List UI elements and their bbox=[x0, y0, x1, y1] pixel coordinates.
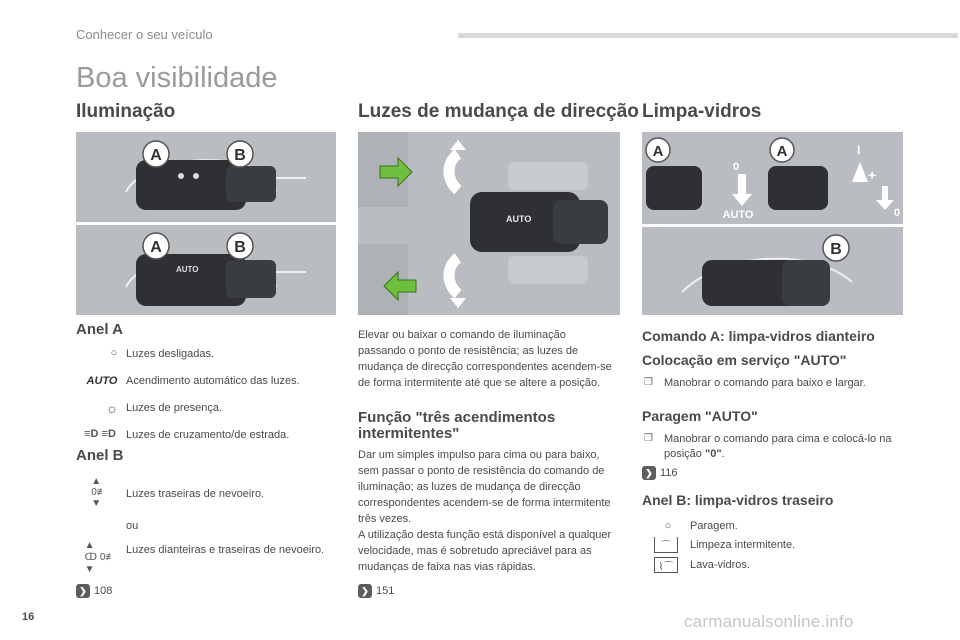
rear-wash-icon: ⌇⌒ bbox=[654, 557, 678, 573]
section-header: Conhecer o seu veículo bbox=[76, 27, 213, 42]
auto-off-text-body: Manobrar o comando para cima e colocá-lo na posição bbox=[664, 433, 892, 460]
bullet-marker: ❐ bbox=[644, 377, 653, 388]
auto-off-heading: Paragem "AUTO" bbox=[642, 408, 758, 424]
watermark: carmanualsonline.info bbox=[684, 612, 854, 631]
wiper-label-zero-2: 0 bbox=[894, 207, 901, 219]
indicators-ref-page: 151 bbox=[376, 585, 395, 597]
auto-on-text: Manobrar o comando para baixo e largar. bbox=[664, 377, 866, 389]
bullet-marker: ❐ bbox=[644, 433, 653, 444]
sidelights-icon: ☼ bbox=[105, 400, 119, 416]
indicators-heading: Luzes de mudança de direcção bbox=[358, 101, 639, 122]
indicator-stalk-illustration bbox=[358, 132, 620, 315]
wiper-label-b: B bbox=[830, 241, 842, 258]
wiper-label-one: I bbox=[857, 143, 861, 157]
indicator-panel-auto: AUTO bbox=[506, 214, 532, 224]
wipers-page-ref[interactable] bbox=[642, 466, 678, 480]
ring-b-item-front-rear-fog: Luzes dianteiras e traseiras de nevoeiro. bbox=[126, 544, 325, 556]
auto-off-text bbox=[664, 432, 904, 462]
ring-a-heading: Anel A bbox=[76, 321, 123, 338]
rear-wiper-icon: ⌒ bbox=[654, 537, 678, 553]
panel-label-b: B bbox=[234, 147, 246, 164]
ring-a-item-auto: Acendimento automático das luzes. bbox=[126, 375, 300, 387]
indicators-intro: Elevar ou baixar o comando de iluminação passando o ponto de resistência; as luzes de mudança de direcção correspondentes acendem-se de forma intermitente até que se altere a posição. bbox=[358, 329, 612, 389]
lights-off-icon: ○ bbox=[110, 347, 118, 359]
lighting-ref-page: 108 bbox=[94, 585, 113, 597]
three-flash-text: Dar um simples impulso para cima ou para baixo, sem passar o ponto de resistência do comando de iluminação; as luzes de mudança de direcção correspondentes acendem-se de forma intermitente três vezes. bbox=[358, 449, 611, 525]
panel-label-a: A bbox=[150, 147, 162, 164]
ring-b-wiper-wash: Lava-vidros. bbox=[690, 559, 750, 571]
control-a-heading: Comando A: limpa-vidros dianteiro bbox=[642, 328, 875, 344]
ring-b-wiper-heading: Anel B: limpa-vidros traseiro bbox=[642, 492, 834, 508]
wipers-heading: Limpa-vidros bbox=[642, 101, 762, 122]
auto-off-period: . bbox=[721, 448, 725, 460]
wipers-ref-page: 116 bbox=[660, 467, 678, 479]
ring-b-wiper-stop: Paragem. bbox=[690, 520, 738, 532]
ring-a-item-off: Luzes desligadas. bbox=[126, 348, 215, 360]
rear-fog-icon: ▲ 0≢ ▼ bbox=[91, 475, 107, 509]
ring-b-or: ou bbox=[126, 520, 139, 532]
three-flash-heading: Função "três acendimentos intermitentes" bbox=[358, 409, 556, 442]
page-ref-icon: ❯ bbox=[358, 584, 372, 598]
wiper-stalk-illustration bbox=[642, 132, 903, 315]
front-rear-fog-icon: ▲ ↀ 0≢ ▼ bbox=[84, 540, 116, 575]
page-number: 16 bbox=[22, 611, 35, 623]
wiper-label-a: A bbox=[652, 143, 664, 160]
wiper-label-auto: AUTO bbox=[722, 209, 754, 221]
wiper-label-plus: + bbox=[868, 167, 877, 183]
page-ref-icon: ❯ bbox=[76, 584, 90, 598]
ring-b-item-rear-fog: Luzes traseiras de nevoeiro. bbox=[126, 488, 265, 500]
lighting-stalk-illustration bbox=[76, 132, 336, 315]
ring-b-wiper-intermittent: Limpeza intermitente. bbox=[690, 539, 796, 551]
wiper-label-zero: 0 bbox=[732, 161, 740, 173]
auto-lights-icon: AUTO bbox=[86, 375, 118, 387]
page-title: Boa visibilidade bbox=[76, 62, 278, 94]
panel-label-b-2: B bbox=[234, 239, 246, 256]
lighting-page-ref[interactable] bbox=[76, 584, 112, 598]
wiper-label-a-2: A bbox=[776, 143, 788, 160]
ring-b-heading: Anel B bbox=[76, 447, 124, 464]
indicators-page-ref[interactable] bbox=[358, 584, 394, 598]
three-flash-text-2: A utilização desta função está disponível a qualquer velocidade, mas é sobretudo apreciável para as mudanças de faixa nas vias rápidas. bbox=[358, 529, 612, 573]
ring-a-item-beams: Luzes de cruzamento/de estrada. bbox=[126, 429, 290, 441]
panel-label-a-2: A bbox=[150, 239, 162, 256]
page-ref-icon: ❯ bbox=[642, 466, 656, 480]
auto-on-heading: Colocação em serviço "AUTO" bbox=[642, 352, 847, 368]
lighting-heading: Iluminação bbox=[76, 101, 176, 122]
dipped-main-beam-icon: ≡D ≡D bbox=[84, 428, 116, 440]
wiper-off-icon: ○ bbox=[664, 520, 672, 532]
panel-label-auto: AUTO bbox=[176, 265, 199, 274]
header-rule bbox=[458, 33, 958, 38]
auto-off-value: "0" bbox=[704, 448, 722, 460]
ring-a-item-sidelights: Luzes de presença. bbox=[126, 402, 223, 414]
